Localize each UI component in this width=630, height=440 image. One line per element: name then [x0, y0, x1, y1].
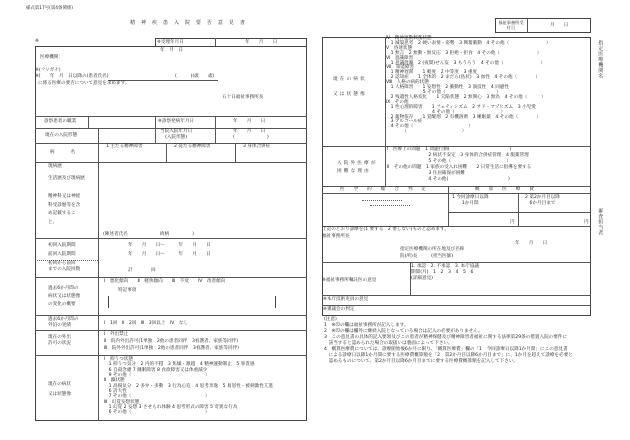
form-title: 精 神 疾 患 入 院 要 否 意 見 書 [130, 20, 248, 26]
judgment-label: 医 学 的 総 合 判 定 [340, 187, 429, 192]
list-item: 該当すると認められた場合の取扱いは裏面によって下さい。 [324, 340, 453, 346]
list-item: 2 病状不安定 3 身体的合併症管理 4 服薬管理 [387, 152, 529, 158]
state-label: 現在の病状 又は状態像 [48, 382, 71, 398]
change-label: 過去6か月間の 病状又は状態像 の変化の概要 [48, 286, 81, 307]
disease-primary: 1 主たる精神障害 [106, 144, 143, 149]
list-item: Ⅱ 躁状態 [104, 378, 125, 384]
cost-months-2-6: 2 第2か月目以降 6か月目まで [525, 195, 560, 206]
list-item: 4 その他( ) [387, 176, 510, 182]
list-item: 認めるものについて、第2か月目以降6か月目までに要する医療費概算額を記入して下さい。 [324, 358, 519, 364]
permit-option[interactable]: Ⅲ 院外外出許可(1単独 2他の患者同伴 3看護者、家族等同伴) [104, 346, 239, 351]
list-item: 1 ※印の欄は福祉事務所が記入します。 [324, 323, 409, 328]
state-label-continued: 現在の病状 又は状態像 [333, 77, 367, 97]
list-item: 3 この意見書の具体的記入要領及びこの患者が精神保健及び精神障害者福祉に関する法律第29条の措置入院の要件に [324, 334, 568, 340]
list-item: Ⅵ 意識障害 [386, 55, 414, 61]
list-item: Ⅸ その他 [386, 99, 409, 105]
list-item: 5 その他（ ） [386, 89, 501, 95]
form-number: 様式第17号(第4条関係) [26, 6, 73, 11]
list-item: 5 その他（ ） [387, 158, 511, 164]
list-item: Ⅴ 昏迷状態 [386, 45, 413, 51]
writer-line[interactable]: (陳述者氏名 続柄 ) [103, 232, 194, 237]
list-item: 6 誇大性 [104, 388, 127, 394]
onset-value[interactable]: 年 月 日 [233, 118, 266, 124]
first-admission-value[interactable]: 年 月 日～ 年 月 日 [128, 243, 211, 248]
list-item: による診療日以降1か月間に要する医療費概算額を「2 第2か月目以降6か月目まで」に、1か月を超えて診療を必要と [324, 352, 573, 358]
list-item: Ⅱ その他の問題 1 家族の受入れ困難 2 日常生活に指導を要する [387, 164, 532, 170]
patient-name-line[interactable]: ※[ 年 月 日以降の(患者氏名) [35, 74, 109, 79]
list-item: 1 人格障害 1 妄想性 2 衝動性 3 演技性 4 回避性 [386, 85, 509, 91]
tech-opinion-label: ※本庁技術吏員の意見 [323, 297, 369, 302]
request-sender: 五十日福祉事務所長 [222, 95, 264, 100]
notes-title: (注意) [324, 317, 337, 322]
request-addressee: 医療機関： [40, 55, 63, 60]
list-item: 6 自殺念慮 7 睡眠障害 8 食欲障害又は体重減少 [104, 367, 208, 373]
change-note-label: 特記事項 [118, 288, 137, 293]
list-item: 4 その他（ ） [386, 124, 474, 130]
admission-count-label: 初回から前回 までの入院回数 [48, 261, 81, 272]
list-item: 2 薬物依存 1 覚醒剤 2 有機溶剤 3 睡眠薬 4 その他（ ） [386, 114, 542, 120]
list-item: Ⅰ 抑うつ状態 [104, 357, 133, 362]
approval-text: 上記のとおり診療を(1 要する 2 要しない)ものと認めます。 [322, 227, 449, 232]
doctor-label: 院(所)長 (担当医師) [400, 254, 454, 259]
onset-label: ※診察発病年月日 [158, 118, 195, 124]
commission-label: ※福祉事務所嘱託医の意見 [322, 278, 377, 283]
admission-form-label: 現在の入院形態 [45, 133, 78, 138]
list-item: 1 意識混濁 2 (夜間)せん妄 3 もうろう 4 その他（ ） [386, 60, 545, 66]
patient-age[interactable]: ( )(歳 歳) [175, 74, 215, 79]
welfare-office: 福祉事務所長 [322, 234, 350, 239]
cost-first-month: 1 今回診療日以降 1か月間 [452, 195, 489, 206]
side-label-reviewer: 審査担当者 [597, 208, 604, 236]
list-item: 7 その他（ ） [104, 394, 210, 400]
permit-option[interactable]: Ⅰ 外出禁止 [104, 332, 129, 337]
history-label: 現病歴 [48, 164, 62, 169]
commission-period[interactable]: 期間(月) 1 2 3 4 5 6 [411, 270, 474, 275]
council-label: ※審議会の判定 [323, 307, 355, 312]
list-item: Ⅲ 幻覚妄想状態 [104, 399, 140, 405]
notes-list [324, 323, 573, 365]
list-item: （ ） [386, 129, 467, 135]
list-item: 4 概算医療費については、診療開始後6か月に限り、「概算医療費」欄の「1 今回診療日以降1か月間」にこの意見書 [324, 346, 568, 352]
state-items-right [386, 37, 551, 135]
difficulty-items [387, 147, 531, 183]
list-item: Ⅰ 医療上の問題 1 問題行動( ) [387, 147, 512, 152]
disease-secondary: 2 従たる精神障害 [174, 144, 211, 149]
outing-options[interactable]: Ⅰ 1回 Ⅱ 2回 Ⅲ 3回以上 Ⅳ なし [104, 321, 189, 326]
receipt-value[interactable]: 月 日 [550, 23, 569, 28]
previous-admission-value[interactable]: 年 月 日～ 年 月 日 [128, 252, 211, 257]
disease-physical: 3 身体合併症 [243, 144, 271, 149]
commission-options[interactable]: 1. 承認 2. 不承認 3. 本庁協議 [411, 264, 480, 269]
admission-count-value[interactable]: 計 回 [128, 268, 156, 273]
permit-option[interactable]: Ⅱ 院内外出許可(1単独 2他の患者同伴 3看護者、家族等同伴) [104, 339, 239, 344]
list-item: 3 アルコール症 [386, 119, 423, 125]
accept-date-value[interactable]: 年 月 日 [245, 39, 278, 45]
list-item: 1 性心理的障害 1 フェティシズム 2 サド・マゾヒズム 3 小児愛 [386, 104, 536, 110]
first-admission-label: 初回入院期間 [48, 243, 76, 248]
occupation-label: 診察患者の職業 [44, 118, 77, 124]
request-date: 年 月 日 [160, 48, 183, 53]
outing-label: 過去6か月間の 外泊の実績 [48, 317, 79, 328]
mark: ※ [35, 39, 39, 44]
life-history-label: 生活歴及び現病歴 [48, 176, 85, 181]
list-item: 1 無言 2 無動・無反応 3 拒絶・拒食 4 その他（ ） [386, 50, 542, 56]
list-item: 1 精神遅滞 1 軽度 2 中等度 3 重度 [386, 70, 478, 76]
change-note-bracket[interactable] [108, 296, 276, 308]
receipt-label: 福祉事務所受付日 [498, 20, 524, 31]
request-text: に係る医療の要否について意見を求めます。 [38, 81, 130, 86]
accept-date-label: ※受理年月日 [157, 39, 184, 45]
admission-date-label: 当院入院年月日 (入院形態) [160, 129, 193, 140]
list-item: Ⅷ 人格の病的状態 [386, 80, 429, 86]
state-items-left [104, 357, 273, 416]
yen-second[interactable]: 円 [584, 220, 589, 225]
yen-first[interactable]: 円 [510, 220, 515, 225]
list-item: 2 認知症 1 全体的 2 まだら(島状) 3 血性 4 その他（ ） [386, 75, 541, 81]
list-item: 1 抑うつ気分 2 内的不穏 3 焦燥・激越 4 精神運動制止 5 罪責感 [104, 362, 255, 368]
approval-date[interactable]: 年 月 日 [515, 241, 548, 246]
history-note: 精神科又は神経 科受診歴等を含 め記載するこ と。 [48, 194, 81, 226]
hospital-address-label: 指定医療機関の所在地及び名称 [400, 247, 465, 252]
list-item: 2 残遺性人格変化 1 欠陥状態 2 無関心 3 無為 4 その他（ ） [386, 94, 546, 100]
difficulty-label: 入院外医療が 困難な理由 [337, 161, 378, 174]
list-item: 2 ※印の欄は欄外に継続入院となっている場合は記入の必要がありません。 [324, 328, 483, 334]
list-item: 1 高揚気分 2 多弁・多動 3 行為心迫 4 思考奔逸 5 易怒性・被刺激性亢進 [104, 383, 273, 389]
change-options[interactable]: Ⅰ 悪化傾向 Ⅱ 軽快傾向 Ⅲ 不変 Ⅳ 改善傾向 [104, 279, 226, 284]
side-label-hospital: 指定医療機関名 [597, 40, 604, 79]
previous-admission-label: 前回入院期間 [48, 252, 76, 257]
admission-date-value[interactable]: 年 月 日 ( ) [233, 129, 269, 140]
list-item: Ⅶ 知能障害 [386, 65, 415, 71]
list-item: 1 滅裂思考 2 硬い表情・姿勢 3 興奮衝動 4 その他（ ） [386, 40, 551, 46]
list-item: 6 その他（ ） [104, 410, 210, 416]
list-item: 9 その他（ ） [104, 372, 210, 378]
list-item: 4 その他（ ） [386, 109, 506, 115]
disease-label: 病 名 [50, 150, 78, 155]
list-item: 1 幻覚 2 妄想 3 させられ体験 4 思考形式の障害 5 奇異な行為 [104, 404, 238, 410]
list-item: 3 住居確保が困難 [387, 170, 465, 176]
furigana-label: ※(フリガナ) [35, 68, 61, 73]
permit-label: 現在の外出 許可の状況 [48, 335, 71, 346]
cost-label: 概 算 医 療 費 [475, 187, 537, 192]
list-item: Ⅳ 精神運動興奮状態 [386, 36, 432, 41]
commission-detail[interactable]: (詳細意見) [411, 276, 433, 281]
